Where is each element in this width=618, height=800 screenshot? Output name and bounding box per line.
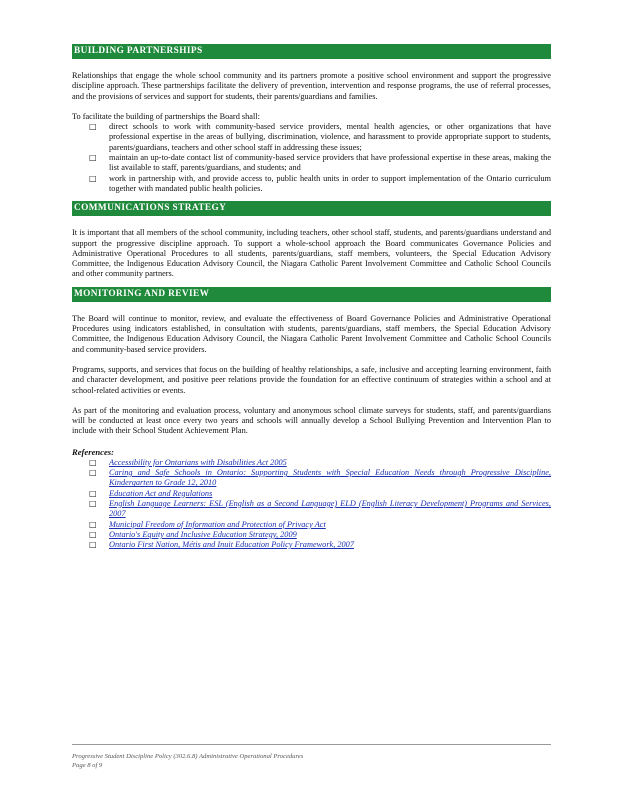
- reference-item: [72, 499, 551, 520]
- references-list: [72, 458, 551, 551]
- square-bullet-icon: □: [89, 468, 97, 478]
- reference-link-fnmi-framework[interactable]: Ontario First Nation, Métis and Inuit Education Policy Framework, 2007: [109, 540, 354, 550]
- building-paragraph-2: To facilitate the building of partnerships the Board shall:: [72, 111, 260, 121]
- footer-document-title: Progressive Student Discipline Policy (302.6.8) Administrative Operational Procedures: [72, 753, 304, 760]
- square-bullet-icon: □: [89, 540, 97, 550]
- reference-item: [72, 540, 551, 550]
- reference-item: [72, 468, 551, 489]
- footer-page-number: Page 8 of 9: [72, 762, 103, 769]
- square-bullet-icon: □: [89, 153, 97, 163]
- list-item-text: maintain an up-to-date contact list of community-based service providers that have professional expertise in these areas, making the list available to staff, parents/guardians, and students; and: [109, 153, 551, 173]
- reference-item: [72, 489, 551, 499]
- square-bullet-icon: □: [89, 519, 97, 529]
- reference-link-education-act[interactable]: Education Act and Regulations: [109, 488, 213, 498]
- square-bullet-icon: □: [89, 488, 97, 498]
- reference-item: [72, 520, 551, 530]
- reference-item: [72, 458, 551, 468]
- reference-link-caring-safe-schools[interactable]: Caring and Safe Schools in Ontario: Supporting Students with Special Education Needs through Progressive Discipline, Kindergarten to Grade 12, 2010: [109, 468, 551, 488]
- reference-item: [72, 530, 551, 540]
- reference-link-accessibility-act[interactable]: Accessibility for Ontarians with Disabilities Act 2005: [109, 457, 287, 467]
- square-bullet-icon: □: [89, 457, 97, 467]
- monitoring-paragraph-1: The Board will continue to monitor, review, and evaluate the effectiveness of Board Governance Policies and Administrative Operational Procedures using indicators established, in consultation with students, parents/guardians, staff members, the Special Education Advisory Committee, the Indigenous Education Advisory Council, the Niagara Catholic Parent Involvement Committee and Catholic School Councils and community-based service providers.: [72, 313, 551, 354]
- communications-paragraph-1: It is important that all members of the school community, including teachers, other school staff, students, and parents/guardians understand and support the progressive discipline approach. To support a whole-school approach the Board communicates Governance Policies and Administrative Operational Procedures to all students, parents/guardians, staff members, volunteers, the Special Education Advisory Committee, the Indigenous Education Advisory Council, the Niagara Catholic Parent Involvement Committee and Catholic School Councils and other community partners.: [72, 228, 551, 279]
- section-heading-building-partnerships: BUILDING PARTNERSHIPS: [72, 44, 551, 59]
- section-heading-monitoring-review: MONITORING AND REVIEW: [72, 287, 551, 302]
- list-item: [72, 122, 551, 153]
- square-bullet-icon: □: [89, 122, 97, 132]
- square-bullet-icon: □: [89, 529, 97, 539]
- square-bullet-icon: □: [89, 173, 97, 183]
- section-heading-communications-strategy: COMMUNICATIONS STRATEGY: [72, 201, 551, 216]
- monitoring-paragraph-2: Programs, supports, and services that focus on the building of healthy relationships, a safe, inclusive and accepting learning environment, faith and character development, and positive peer relations provide the foundation for an effective continuum of strategies within a school and at school-related activities or events.: [72, 364, 551, 395]
- square-bullet-icon: □: [89, 498, 97, 508]
- references-title: References:: [72, 446, 114, 457]
- reference-link-english-language-learners[interactable]: English Language Learners: ESL (English as a Second Language) ELD (English Literacy Development) Programs and Services, 2007: [109, 498, 551, 519]
- list-item-text: work in partnership with, and provide access to, public health units in order to support implementation of the Ontario curriculum together with mandated public health policies.: [109, 173, 551, 193]
- document-page: [72, 44, 551, 550]
- building-paragraph-1: Relationships that engage the whole school community and its partners promote a positive school environment and support the progressive discipline approach. These partnerships facilitate the delivery of prevention, intervention and response programs, the use of referral processes, and the provisions of services and support for students, their parents/guardians and families.: [72, 71, 551, 101]
- page-footer: [72, 744, 551, 770]
- building-bullet-list: [72, 122, 551, 194]
- list-item-text: direct schools to work with community-based service providers, mental health agencies, or other organizations that have professional expertise in the areas of bullying, discrimination, violence, and harassment to provide appropriate support to students, parents/guardians, teachers and other school staff in addressing these issues;: [109, 122, 551, 152]
- reference-link-equity-strategy[interactable]: Ontario's Equity and Inclusive Education Strategy, 2009: [109, 529, 297, 539]
- reference-link-mfippa[interactable]: Municipal Freedom of Information and Protection of Privacy Act: [109, 519, 326, 529]
- list-item: [72, 153, 551, 174]
- list-item: [72, 174, 551, 195]
- monitoring-paragraph-3: As part of the monitoring and evaluation process, voluntary and anonymous school climate surveys for students, staff, and parents/guardians will be conducted at least once every two years and schools will annually develop a School Bullying Prevention and Intervention Plan to include with their School Student Achievement Plan.: [72, 405, 551, 436]
